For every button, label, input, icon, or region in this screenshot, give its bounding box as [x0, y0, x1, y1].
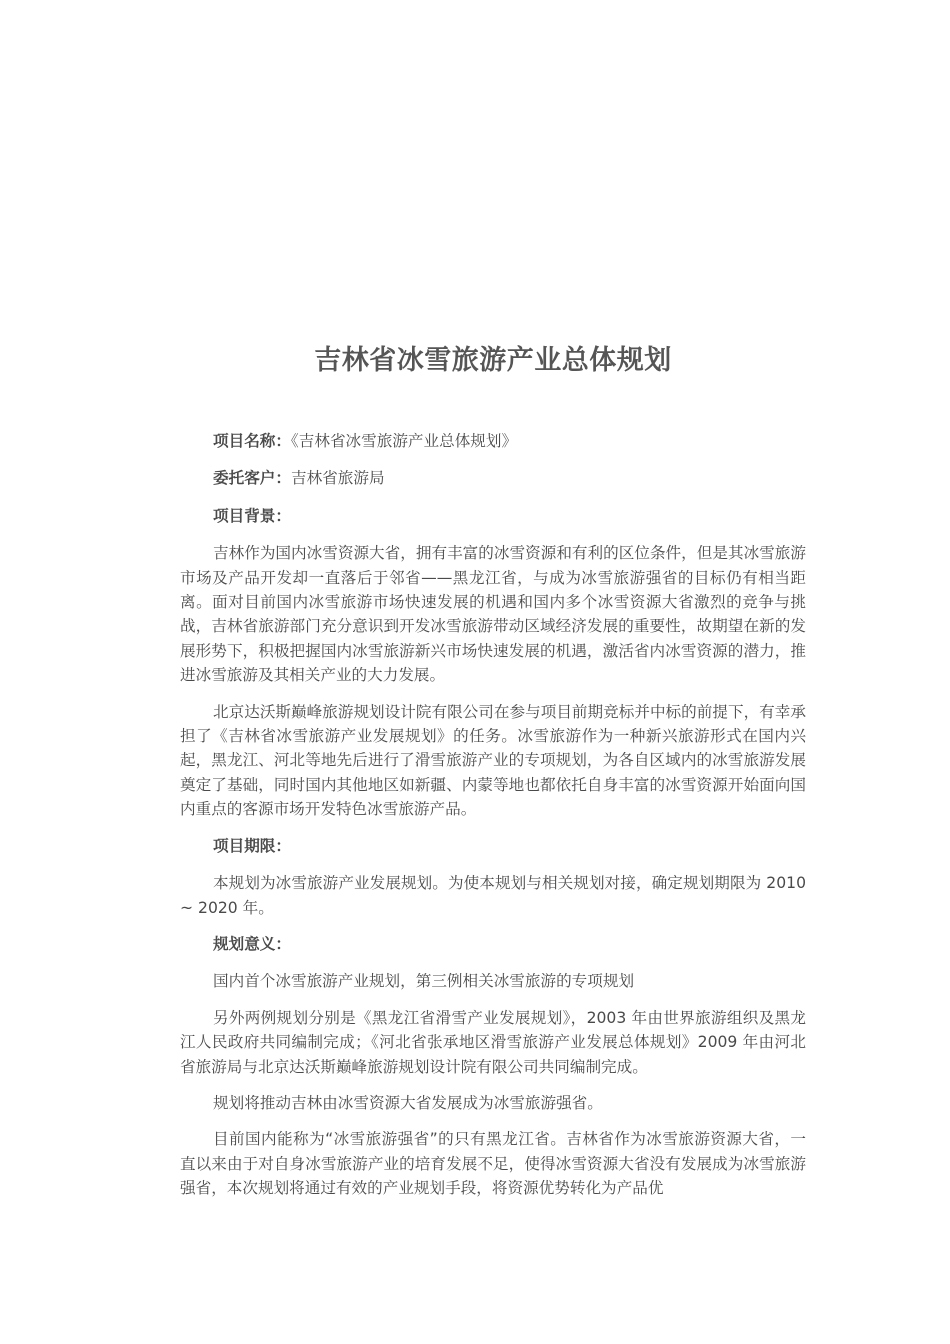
significance-paragraph: 国内首个冰雪旅游产业规划，第三例相关冰雪旅游的专项规划 — [213, 972, 635, 991]
client-value: 吉林省旅游局 — [290, 469, 385, 488]
significance-paragraph: 另外两例规划分别是《黑龙江省滑雪产业发展规划》，2003 年由世界旅游组织及黑龙江人民政府共同编制完成；《河北省张承地区滑雪旅游产业发展总体规划》2009 年由河北省旅游局与北京达沃斯巅峰旅游规划设计院有限公司共同编制完成。 — [180, 1008, 806, 1076]
project-name-label: 项目名称： — [213, 432, 291, 450]
document-title: 吉林省冰雪旅游产业总体规划 — [314, 345, 672, 376]
client-label: 委托客户： — [213, 469, 291, 488]
background-paragraph: 北京达沃斯巅峰旅游规划设计院有限公司在参与项目前期竞标并中标的前提下，有幸承担了《吉林省冰雪旅游产业发展规划》的任务。冰雪旅游作为一种新兴旅游形式在国内兴起，黑龙江、河北等地先后进行了滑雪旅游产业的专项规划，为各自区域内的冰雪旅游发展奠定了基础，同时国内其他地区如新疆、内蒙等地也都依托自身丰富的冰雪资源开始面向国内重点的客源市场开发特色冰雪旅游产品。 — [180, 702, 806, 819]
project-name-value: 《吉林省冰雪旅游产业总体规划》 — [290, 432, 518, 450]
background-heading: 项目背景： — [213, 506, 291, 525]
significance-paragraph: 规划将推动吉林由冰雪资源大省发展成为冰雪旅游强省。 — [213, 1093, 603, 1112]
project-name-line — [180, 429, 806, 453]
background-paragraph: 吉林作为国内冰雪资源大省，拥有丰富的冰雪资源和有利的区位条件，但是其冰雪旅游市场及产品开发却一直落后于邻省——黑龙江省，与成为冰雪旅游强省的目标仍有相当距离。面对目前国内冰雪旅游市场快速发展的机遇和国内多个冰雪资源大省激烈的竞争与挑战，吉林省旅游部门充分意识到开发冰雪旅游带动区域经济发展的重要性，故期望在新的发展形势下，积极把握国内冰雪旅游新兴市场快速发展的机遇，激活省内冰雪资源的潜力，推进冰雪旅游及其相关产业的大力发展。 — [180, 544, 806, 685]
period-paragraph: 本规划为冰雪旅游产业发展规划。为使本规划与相关规划对接，确定规划期限为 2010 ~ 2020 年。 — [180, 874, 806, 917]
period-heading: 项目期限： — [213, 836, 291, 855]
document-body — [180, 429, 806, 1213]
significance-paragraph: 目前国内能称为“冰雪旅游强省”的只有黑龙江省。吉林省作为冰雪旅游资源大省，一直以来由于对自身冰雪旅游产业的培育发展不足，使得冰雪资源大省没有发展成为冰雪旅游强省，本次规划将通过有效的产业规划手段，将资源优势转化为产品优 — [180, 1130, 806, 1198]
client-line — [180, 466, 806, 490]
significance-heading: 规划意义： — [213, 934, 291, 953]
